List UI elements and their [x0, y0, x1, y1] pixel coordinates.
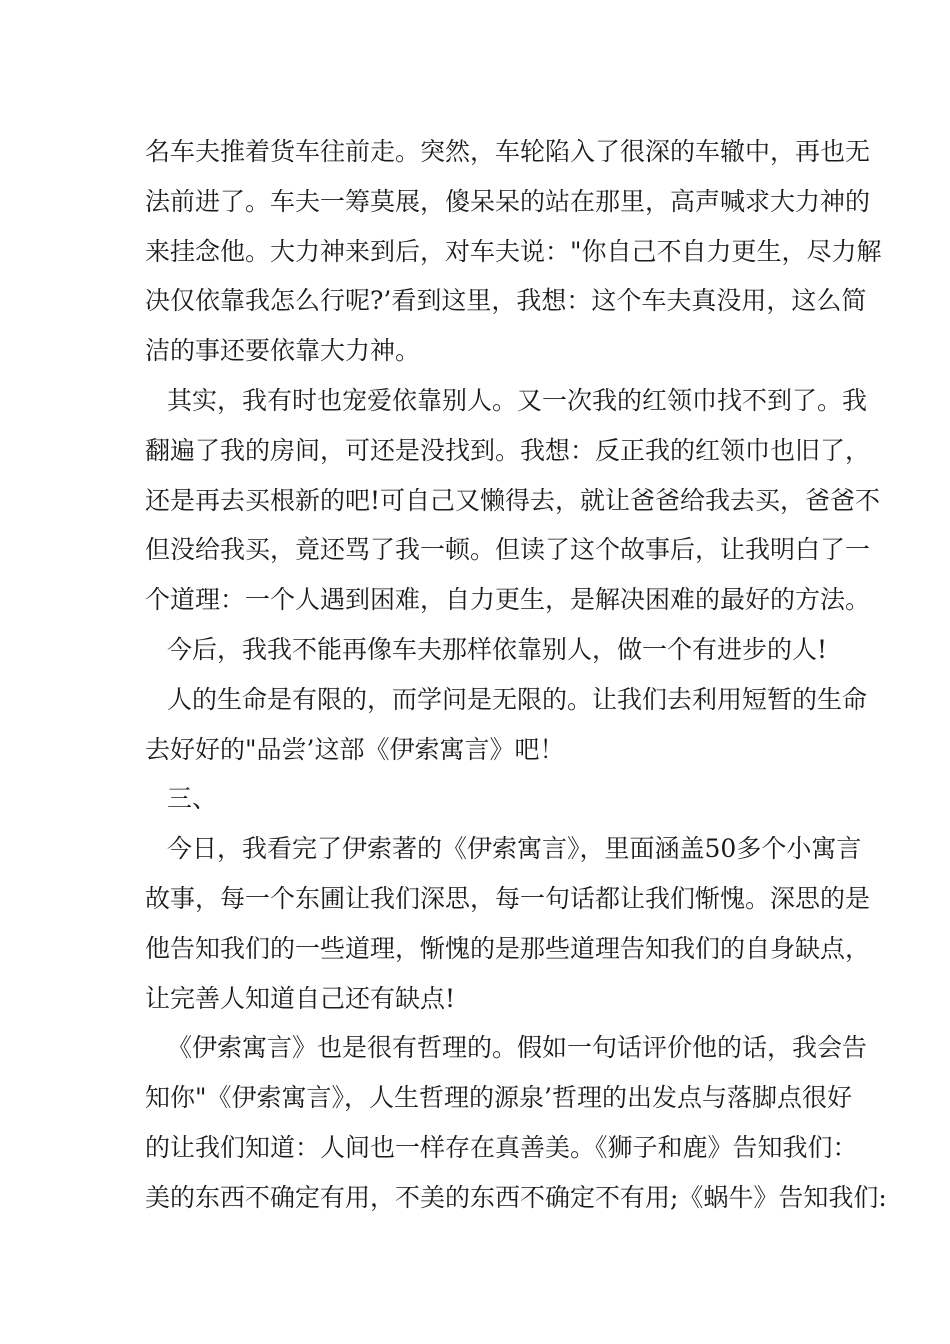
text-line: 洁的事还要依靠大力神。: [145, 336, 421, 366]
text-line: 的让我们知道：人间也一样存在真善美。《狮子和鹿》告知我们：: [145, 1132, 858, 1162]
text-line: 决仅依靠我怎么行呢?’看到这里，我想：这个车夫真没用，这么简: [145, 286, 867, 316]
paragraph-start-line: 其实，我有时也宠爱依靠别人。又一次我的红领巾找不到了。我: [167, 385, 868, 415]
text-line: 但没给我买，竟还骂了我一顿。但读了这个故事后，让我明白了一: [145, 535, 871, 565]
text-line: 还是再去买根新的吧!可自己又懒得去，就让爸爸给我去买，爸爸不: [145, 485, 881, 515]
text-line: 美的东西不确定有用，不美的东西不确定不有用;《蜗牛》告知我们:: [145, 1182, 887, 1212]
paragraph-start-line: 《伊索寓言》也是很有哲理的。假如一句话评价他的话，我会告: [167, 1033, 868, 1063]
text-line: 法前进了。车夫一筹莫展，傻呆呆的站在那里，高声喊求大力神的: [145, 186, 871, 216]
text-line: 知你"《伊索寓言》，人生哲理的源泉’哲理的出发点与落脚点很好: [145, 1083, 852, 1113]
text-line: 他告知我们的一些道理，惭愧的是那些道理告知我们的自身缺点，: [145, 933, 871, 963]
text-line: 去好好的"品尝’这部《伊索寓言》吧！: [145, 734, 565, 764]
paragraph-start-line: 今日，我看完了伊索著的《伊索寓言》，里面涵盖50多个小寓言: [167, 834, 862, 864]
text-line: 来挂念他。大力神来到后，对车夫说："你自己不自力更生，尽力解: [145, 236, 882, 266]
body-text: [145, 127, 887, 1223]
paragraph-start-line: 人的生命是有限的，而学问是无限的。让我们去利用短暂的生命: [167, 684, 868, 714]
paragraph-start-line: 今后，我我不能再像车夫那样依靠别人，做一个有进步的人!: [167, 634, 828, 664]
text-line: 让完善人知道自己还有缺点!: [145, 983, 456, 1013]
text-line: 个道理：一个人遇到困难，自力更生，是解决困难的最好的方法。: [145, 585, 871, 615]
text-line: 名车夫推着货车往前走。突然，车轮陷入了很深的车辙中，再也无: [145, 137, 871, 166]
text-line: 故事，每一个东圃让我们深思，每一句话都让我们惭愧。深思的是: [145, 883, 871, 913]
section-heading: 三、: [167, 784, 218, 814]
text-line: 翻遍了我的房间，可还是没找到。我想：反正我的红领巾也旧了，: [145, 435, 871, 465]
